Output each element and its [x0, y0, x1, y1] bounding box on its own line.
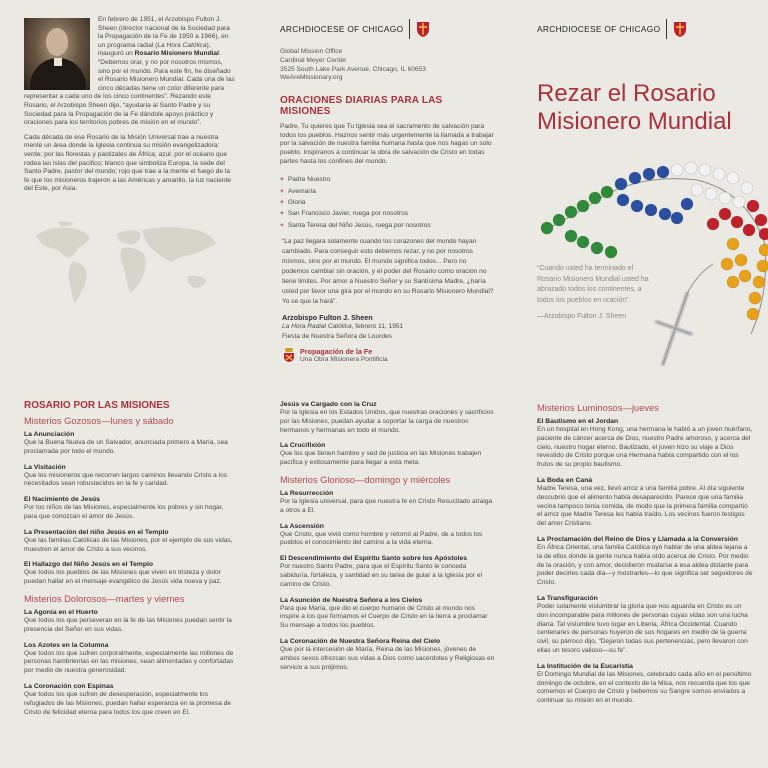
propagation-title: Propagación de la Fe	[300, 347, 373, 357]
rosary-bead	[565, 206, 577, 218]
world-map-icon	[28, 218, 228, 313]
plus-icon: +	[280, 176, 284, 184]
propagation-subtitle: Una Obra Misionera Pontificia	[300, 356, 388, 364]
rosary-bead	[565, 230, 577, 242]
rosary-bead	[705, 188, 717, 200]
cover-header-divider	[666, 19, 667, 39]
mystery-text: Por la Iglesia universal, para que nuestra fe en Cristo Resucitado atraiga a otros a El.	[280, 497, 493, 514]
mystery-text: Por los niños de las Misiones, especialmente los pobres y sin hogar, para que conozcan el amor de Jesús.	[24, 504, 224, 520]
mystery-title: La Agonía en el Huerto	[24, 608, 98, 616]
rosary-bead	[735, 254, 747, 266]
crucifix-icon	[657, 294, 691, 364]
mystery-text: Madre Teresa, una vez, llevó arroz a una familia pobre. Al día siguiente descubrió que el alimento había desaparecido. Parece que una familia vecina tampoco tenía comida, de modo que la primera familia compartió el arroz que Madre Teresa les había traído. Los vecinos fueron testigos del amor Cristiano.	[537, 484, 748, 528]
mystery-title: El Bautismo en el Jordan	[537, 418, 619, 425]
rosary-title: ROSARIO POR LAS MISIONES	[24, 400, 170, 411]
rosary-bead	[671, 164, 683, 176]
intro-paragraph-2: Cada década de ese Rosario de la Misión Universal trae a nuestra mente un área donde la Iglesia continua su misión evangelizadora: verde: por las florestas y pastizales de África; azul: por el océano que rodea las islas del pacifico; blanco que simboliza Europa, la sede del Santo Padre, pastor del mundo; rojo que trae a la mente el fuego de la fe que los misioneros trajeron a las Américas y amarillo, la luz naciente del Este, por Asia.	[24, 133, 232, 193]
mystery-item	[537, 594, 753, 656]
mystery-text: Por la Iglesia en los Estados Unidos, que nuestras oraciones y sacrificios por las Misiones, puedan ayudar a soportar la carga de nuestros hermanos y hermanas en todo el mundo.	[280, 409, 494, 434]
mystery-text: Para que María, que dio el cuerpo humano de Cristo al mundo nos inspire a los que formamos el Cuerpo de Cristo en la tierra a proclamar Su mensaje a todos los pueblos.	[280, 604, 488, 630]
rosary-bead	[671, 212, 683, 224]
mystery-text: Poder solamente vislumbrar la gloria que nos aguarda en Cristo es un don incomparable para millones de personas cuyas vidas son una lucha diaria. Tal vislumbre tuvo lugar en Liberia, África Occidental. Cuando centenares de personas huyeron de sus hogares en medio de la guerra civil, su párroco dijo, “Dejaron todas sus pertenencias, pero llevaron con ellas un tesoro valioso—su fe”.	[537, 602, 748, 654]
signature-source	[282, 322, 495, 332]
mystery-item	[24, 495, 236, 522]
archdiocese-crest-icon	[416, 20, 430, 38]
rosary-bead	[643, 168, 655, 180]
rosary-panel-3	[537, 402, 753, 712]
cover-archdiocese-header	[537, 18, 757, 40]
address-line-3: 3525 South Lake Park Avenue, Chicago, IL 60653	[280, 65, 426, 73]
sheen-quote: “La paz llegara solamente cuando los corazones del mundo hayan cambiado. Para conseguir esto debemos rezar, y no por nosotros mismos, sino por el mundo. El mundo significa todos... Pero no podemos cambiar sin oración, y el poder del Rosario como oración no tiene limites. Por amor a Nuestro Señor y su Santísima Madre, ¿haría usted por favor una gira por el mundo en su Rosario Misionero Mundial? Yo se que la hará”.	[282, 238, 494, 306]
prayer-item-label: Padre Nuestro	[287, 176, 331, 184]
rosary-bead	[541, 222, 553, 234]
prayer-item	[280, 197, 495, 208]
mystery-item	[280, 400, 495, 435]
intro-text	[24, 16, 236, 194]
mystery-item	[24, 608, 236, 635]
rosary-bead	[631, 200, 643, 212]
rosary-bead	[733, 196, 745, 208]
rosary-bead	[731, 216, 743, 228]
rosary-bead	[713, 168, 725, 180]
rosary-bead	[727, 238, 739, 250]
mystery-item	[24, 430, 236, 457]
mystery-text: Que todos los pueblos de las Misiones que viven en tristeza y dolor puedan hallar en el mensaje evangélico de Jesús vida nueva y paz.	[24, 569, 222, 586]
rosary-panel-1	[24, 400, 236, 723]
mystery-text: Que Cristo, que vivió como hombre y retornó al Padre, de a todos los pueblos el conocimiento del camino a la vida eterna.	[280, 530, 483, 547]
rosary-bead	[659, 208, 671, 220]
plus-icon: +	[280, 187, 284, 195]
mystery-text: En África Oriental, una familia Católica oyó hablar de una aldea lejana a la de ellos donde la gente nunca había oído acerca de Cristo. Por medio de la oración, y con amor, decidieron mudarse a esa aldea distante para poder decirles cada día—y mostrarles—lo que significa ser seguidores de Cristo.	[537, 543, 753, 587]
mystery-title: La Visitación	[24, 463, 66, 471]
cover-quote-text: “Cuando usted ha terminado el Rosario Misionero Mundial usted ha abrazado todos los continentes, a todos los pueblos en oración”.	[537, 265, 649, 304]
prayers-intro: Padre, Tu quieres que Tu Iglesia sea el sacramento de salvación para todos los pueblos. Haznos sentir más urgentemente la llamada a trabajar por la salvación de nuestra familia humana hasta que nos hagas un solo pueblo. Inspíranos a continuar la obra de salvación de Cristo en todas partes hasta los confines del mundo.	[280, 123, 494, 165]
prayer-item	[280, 220, 495, 231]
mystery-item	[24, 641, 236, 676]
mystery-title: La Institución de la Eucaristía	[537, 662, 633, 670]
rosary-bead	[739, 270, 751, 282]
rosary-bead	[749, 292, 761, 304]
signature-feast: Fiesta de Nuestra Señora de Lourdes	[282, 332, 392, 340]
rosary-bead	[577, 200, 589, 212]
rosary-bead	[727, 172, 739, 184]
intro-p1-bold: Rosario Misionero Mundial	[134, 50, 219, 58]
propagation-logo	[282, 347, 495, 363]
mystery-title: Los Azotes en la Columna	[24, 641, 109, 649]
cover-crest-icon	[673, 20, 687, 38]
cover-title-line-2: Misionero Mundial	[537, 108, 732, 135]
prayer-item-label: San Francisco Javier, ruega por nosotros	[287, 210, 409, 218]
mystery-text: Que todos los que perseveran en la fe de las Misiones puedan sentir la presencia del Señor en sus vidas.	[24, 616, 232, 633]
gloriosos-list	[280, 489, 495, 672]
rosary-bead	[617, 194, 629, 206]
header-divider	[409, 19, 410, 39]
rosary-bead	[657, 166, 669, 178]
mystery-text: En un hospital en Hong Kong, una hermana le habló a un joven huérfano, paciente de cáncer acerca de Dios, nuestro Padre amoroso, y acerca del cielo, nuestro hogar eterno. Bautizado, el joven hizo su viaje a Dios revestido de Cristo porque una Hermana había compartido con el los frutos de su propio bautismo.	[537, 426, 753, 469]
rosary-bead	[727, 276, 739, 288]
mystery-item	[24, 463, 236, 490]
mystery-title: La Ascensión	[280, 522, 324, 530]
mystery-item	[537, 476, 753, 529]
mystery-text: El Domingo Mundial de las Misiones, celebrado cada año en el penúltimo domingo de octubre, en el contexto de la Misa, nos recuerda que los que comemos el Cuerpo de Cristo y bebemos su Sangre somos enviados a continuar su misión en el mundo.	[537, 670, 752, 705]
mystery-title: El Hallazgo del Niño Jesús en el Templo	[24, 561, 154, 569]
rosary-chain-link	[687, 264, 713, 294]
rosary-bead	[685, 162, 697, 174]
rosary-bead	[755, 214, 767, 226]
prayers-title: ORACIONES DIARIAS PARA LAS MISIONES	[280, 95, 443, 118]
signature-date: , febrero 11, 1951	[351, 323, 404, 331]
intro-p1-after: . “Debemos orar, y no por nosotros mismos, sino por el mundo. Para este fin, he diseñado el Rosario Misionero Mundial. Cada una de las cinco décadas tiene un color diferente para representar a cada uno de los cinco continentes”. Rezando este Rosario, el Arzobispo Sheen dijo, “ayudaría al Santo Padre y su Sociedad para la Propagación de la Fe dándole apoyo práctico y oraciones para los territorios pobres de misión en el mundo”.	[24, 50, 235, 127]
mystery-text: Que las familias Católicas de las Misiones, por el ejemplo de sus vidas, muestren el amor de Cristo a sus vecinos.	[24, 536, 233, 553]
mystery-item	[280, 489, 495, 516]
mystery-title: La Coronación de Nuestra Señora Reina del Cielo	[280, 637, 441, 645]
mystery-item	[280, 441, 495, 468]
prayer-item	[280, 174, 495, 185]
intro-p1-a: En febrero de 1951, el Arzobispo Fulton J. Sheen (director nacional de la Sociedad para la Propagación de la Fe de 1950 a 1966), en un programa radial (	[98, 16, 230, 49]
mystery-title: La Boda en Caná	[537, 476, 593, 484]
rosary-bead	[591, 242, 603, 254]
prayer-item	[280, 186, 495, 197]
mystery-text: Que todos los que sufren corporalmente, especialmente las millones de personas hambrientas en las misiones, sean alimentadas y confortadas por medio de nuestra generosidad.	[24, 649, 234, 675]
luminosos-title: Misterios Luminosos—jueves	[537, 402, 659, 413]
rosary-bead	[615, 178, 627, 190]
rosary-bead	[747, 308, 759, 320]
rosary-bead	[629, 172, 641, 184]
cover-archdiocese-name: ARCHDIOCESE OF CHICAGO	[537, 24, 661, 34]
mystery-title: El Nacimiento de Jesús	[24, 496, 100, 504]
mystery-item	[24, 682, 236, 717]
rosary-bead	[645, 204, 657, 216]
office-address	[280, 48, 495, 83]
signature-program: La Hora Radial Católica	[282, 323, 352, 331]
mystery-item	[280, 522, 495, 549]
website-link[interactable]: WeAreMissionary.org	[280, 74, 343, 82]
dolorosos-title: Misterios Dolorosos—martes y viernes	[24, 592, 185, 604]
mystery-text: Que los que tienen hambre y sed de justicia en las Misiones trabajen pacífica y exitosamente para llegar a esta meta.	[280, 450, 482, 467]
signature-name: Arzobispo Fulton J. Sheen	[282, 313, 373, 323]
gozosos-list	[24, 430, 236, 587]
gozosos-title: Misterios Gozosos—lunes y sábado	[24, 415, 174, 426]
cover-quote-attribution: —Arzobispo Fulton J. Sheen	[537, 313, 627, 320]
dolorosos-list	[24, 608, 236, 717]
rosary-bead	[753, 276, 765, 288]
rosary-bead	[605, 246, 617, 258]
archdiocese-header	[280, 18, 495, 40]
mystery-title: El Descendimiento del Espíritu Santo sobre los Apóstoles	[280, 555, 468, 563]
mystery-text: Por nuestro Santo Padre, para que el Espíritu Santo le conceda sabiduría, fortaleza, y santidad en su tarea de guiar a la Iglesia por el camino de Cristo.	[280, 563, 482, 588]
mystery-title: La Crucifixión	[280, 442, 326, 450]
prayer-item-label: Gloria	[287, 198, 306, 206]
rosary-bead	[741, 182, 753, 194]
portrait-collar	[54, 58, 62, 66]
mystery-text: Que los misioneros que recorren largos caminos llevando Cristo a los necesitados sean robustecidos en la fe y caridad.	[24, 471, 228, 488]
intro-p1-mid: ), inauguró un	[98, 41, 211, 58]
rosary-bead	[601, 186, 613, 198]
mystery-text: Que por la intercesión de María, Reina de las Misiones, jóvenes de ambos sexos ofrezcan sus vidas a Dios como sacerdotes y Religiosas en servicio a sus prójimos.	[280, 645, 495, 671]
prayer-item-label: Santa Teresa del Niño Jesús, ruega por nosotros	[287, 221, 431, 229]
prayers-panel	[280, 18, 495, 363]
rosary-bead	[589, 192, 601, 204]
mystery-item	[537, 535, 753, 588]
rosary-bead	[757, 260, 768, 272]
address-line-1: Global Mission Office	[280, 48, 343, 55]
mystery-title: La Proclamación del Reino de Dios y Llamada a la Conversión	[537, 535, 738, 543]
mystery-item	[280, 637, 495, 672]
mystery-item	[24, 560, 236, 587]
rosary-bead	[759, 244, 768, 256]
rosary-bead	[691, 184, 703, 196]
rosary-bead	[707, 218, 719, 230]
cover-panel	[537, 18, 757, 388]
rosary-bead	[747, 200, 759, 212]
plus-icon: +	[280, 210, 284, 218]
rosary-bead	[699, 164, 711, 176]
plus-icon: +	[280, 198, 284, 206]
rosary-bead	[759, 228, 768, 240]
mystery-title: La Transfiguración	[537, 594, 598, 602]
rosary-bead	[719, 208, 731, 220]
rosary-bead	[721, 258, 733, 270]
portrait-face	[46, 28, 68, 56]
rosary-bead	[577, 236, 589, 248]
archdiocese-name: ARCHDIOCESE OF CHICAGO	[280, 24, 404, 34]
gloriosos-title: Misterios Glorioso—domingo y miércoles	[280, 473, 451, 485]
intro-panel	[24, 16, 236, 318]
rosary-panel-2	[280, 400, 495, 678]
rosary-bead	[719, 192, 731, 204]
mystery-title: La Coronación con Espinas	[24, 682, 114, 690]
mystery-text: Que la Buena Nueva de un Salvador, anunciada primero a María, sea proclamada por todo el mundo.	[24, 439, 228, 455]
mystery-title: La Presentación del niño Jesús en el Templo	[24, 528, 169, 536]
address-line-2: Cardinal Meyer Center	[280, 56, 347, 64]
intro-p1-italic: La Hora Católica	[157, 41, 207, 49]
rosary-bead	[681, 198, 693, 210]
mystery-title: La Asunción de Nuestra Señora a los Cielos	[280, 596, 423, 604]
prayer-item-label: Avemaría	[287, 187, 316, 195]
sheen-portrait	[24, 18, 90, 90]
mystery-item	[24, 528, 236, 555]
mystery-title: Jesús va Cargado con la Cruz	[280, 401, 377, 408]
cover-title-line-1: Rezar el Rosario	[537, 80, 716, 107]
plus-icon: +	[280, 221, 284, 229]
prayers-list	[280, 174, 495, 231]
cover-title	[537, 80, 757, 136]
papal-keys-icon	[282, 347, 296, 363]
mystery-item	[280, 596, 495, 631]
rosary-bead	[553, 214, 565, 226]
mystery-item	[537, 662, 753, 706]
prayer-item	[280, 208, 495, 219]
mystery-title: La Resurrección	[280, 489, 334, 497]
luminosos-list	[537, 417, 753, 706]
cover-quote	[537, 264, 649, 323]
mystery-text: Que todos los que sufren de desesperación, especialmente los refugiados de las Misiones, puedan hallar esperanza en la promesa de Cristo de felicidad eterna para todos los que creen en El.	[24, 690, 232, 716]
mystery-item	[280, 554, 495, 589]
rosary-bead	[743, 224, 755, 236]
mystery-item	[537, 417, 753, 470]
mystery-title: La Anunciación	[24, 431, 75, 438]
